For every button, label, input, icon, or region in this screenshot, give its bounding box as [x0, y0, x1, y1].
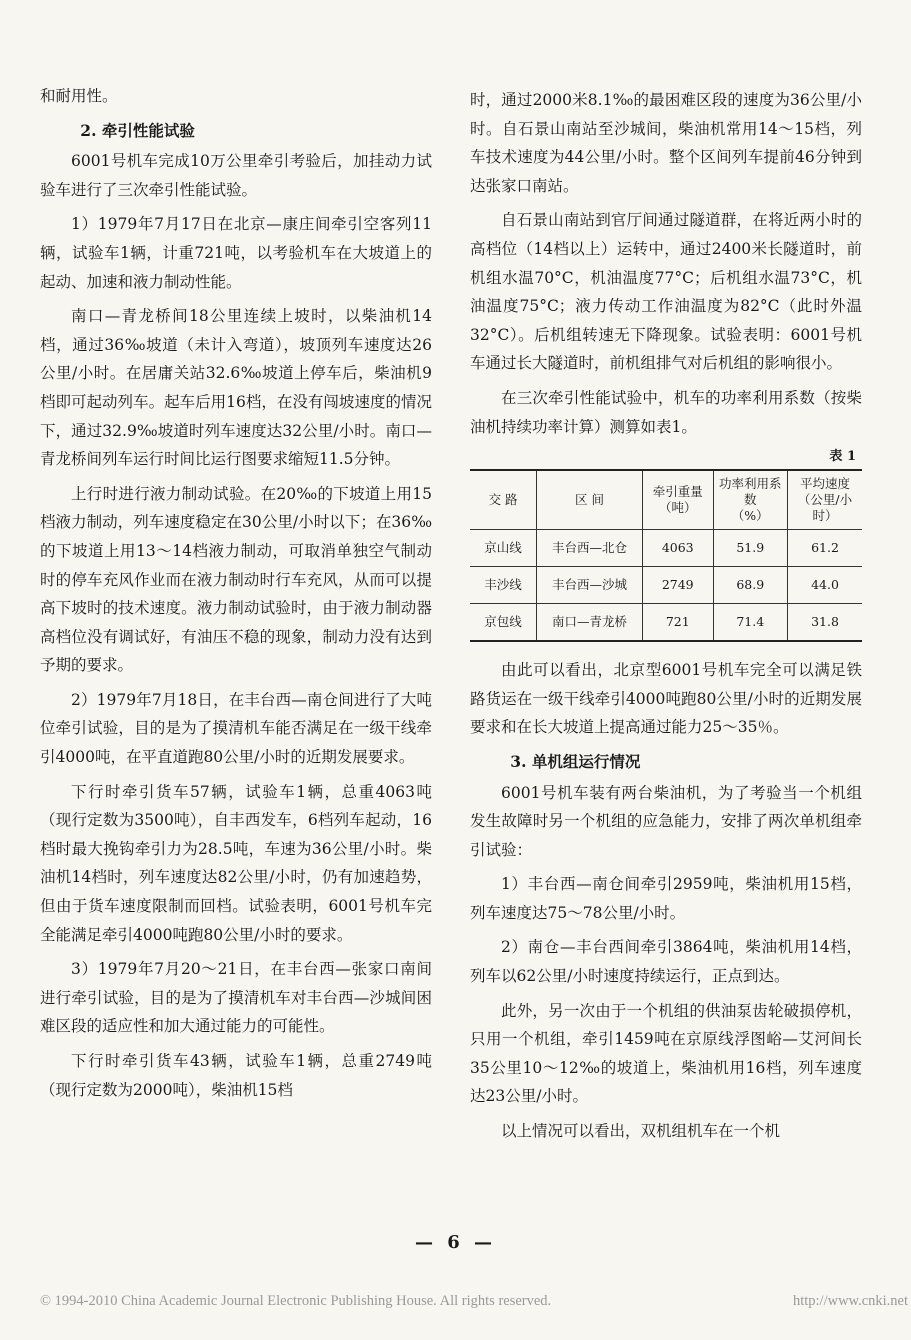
page-number: — 6 —: [414, 1232, 497, 1253]
section-heading: 3. 单机组运行情况: [510, 751, 641, 771]
paragraph: 6001号机车装有两台柴油机，为了考验当一个机组发生故障时另一个机组的应急能力，安排了两次单机组牵引试验：: [470, 783, 862, 859]
table-cell: 丰沙线: [470, 567, 537, 604]
paragraph: 时，通过2000米8.1‰的最困难区段的速度为36公里/小时。自石景山南站至沙城间，柴油机常用14～15档，列车技术速度为44公里/小时。整个区间列车提前46分钟到达张家口南站。: [470, 91, 862, 195]
table-caption: 表 1: [829, 449, 856, 465]
copyright-footer: [40, 1288, 908, 1314]
column-header: 平均速度 （公里/小时）: [787, 470, 862, 530]
column-header: 区 间: [537, 470, 643, 530]
left-column: [40, 82, 432, 1110]
paragraph: 下行时牵引货车57辆，试验车1辆，总重4063吨（现行定数为3500吨），自丰西发车，6档列车起动，16档时最大挽钩牵引力为28.5吨，车速为36公里/小时。柴油机14档时，列车速度达82公里/小时，仍有加速趋势，但由于货车速度限制而回档。试验表明，6001号机车完全能满足牵引4000吨跑80公里/小时的要求。: [40, 782, 432, 944]
paragraph: 上行时进行液力制动试验。在20‰的下坡道上用15档液力制动，列车速度稳定在30公里/小时以下；在36‰的下坡道上用13～14档液力制动，可取消单独空气制动时的停车充风作业而在液力制动时行车充风，从而可以提高下坡时的技术速度。液力制动试验时，由于液力制动器高档位没有调试好，有油压不稳的现象，制动力没有达到予期的要求。: [40, 484, 432, 675]
section-heading: 2. 牵引性能试验: [80, 120, 195, 140]
paragraph: 6001号机车完成10万公里牵引考验后，加挂动力试验车进行了三次牵引性能试验。: [40, 152, 432, 199]
table-cell: 京山线: [470, 530, 537, 567]
paragraph: 2）南仓—丰台西间牵引3864吨，柴油机用14档，列车以62公里/小时速度持续运行，正点到达。: [470, 938, 862, 986]
footer-url-link[interactable]: http://www.cnki.net: [792, 1293, 908, 1309]
paragraph: 南口—青龙桥间18公里连续上坡时，以柴油机14档，通过36‰坡道（未计入弯道），坡顶列车速度达26公里/小时。在居庸关站32.6‰坡道上停车后，柴油机9档即可起动列车。起车后用16档，在没有闯坡速度的情况下，通过32.9‰坡道时列车速度达32公里/小时。南口—青龙桥间列车运行时间比运行图要求缩短11.5分钟。: [40, 307, 432, 469]
power-utilization-table: [470, 469, 862, 642]
table-cell: 2749: [642, 567, 713, 604]
table-cell: 丰台西—北仓: [537, 530, 643, 567]
paragraph: 下行时牵引货车43辆，试验车1辆，总重2749吨（现行定数为2000吨），柴油机15档: [40, 1052, 432, 1099]
paragraph: 1）丰台西—南仓间牵引2959吨，柴油机用15档，列车速度达75～78公里/小时。: [470, 875, 862, 922]
table-cell: 68.9: [713, 567, 787, 604]
column-header: 交 路: [470, 470, 537, 530]
paragraph: 在三次牵引性能试验中，机车的功率利用系数（按柴油机持续功率计算）测算如表1。: [470, 388, 862, 436]
table-cell: 31.8: [787, 604, 862, 642]
paragraph: 3）1979年7月20～21日，在丰台西—张家口南间进行牵引试验，目的是为了摸清机车对丰台西—沙城间困难区段的适应性和加大通过能力的可能性。: [40, 960, 432, 1036]
table-cell: 71.4: [713, 604, 787, 642]
column-header: 功率利用系 数 （%）: [713, 470, 787, 530]
paragraph: 以上情况可以看出，双机组机车在一个机: [501, 1122, 781, 1141]
copyright-text: © 1994-2010 China Academic Journal Electronic Publishing House. All rights reserved.: [40, 1293, 552, 1309]
table-cell: 61.2: [787, 530, 862, 567]
paragraph: 和耐用性。: [40, 87, 118, 105]
paragraph: 此外，另一次由于一个机组的供油泵齿轮破损停机，只用一个机组，牵引1459吨在京原线浮图峪—艾河间长35公里10～12‰的坡道上，柴油机用16档，列车速度达23公里/小时。: [470, 1001, 862, 1106]
table-cell: 丰台西—沙城: [537, 567, 643, 604]
column-header: 牵引重量 （吨）: [642, 470, 713, 530]
paragraph: 由此可以看出，北京型6001号机车完全可以满足铁路货运在一级干线牵引4000吨跑80公里/小时的近期发展要求和在长大坡道上提高通过能力25～35％。: [470, 661, 862, 737]
table-cell: 南口—青龙桥: [537, 604, 643, 642]
right-column: [470, 86, 862, 1152]
table-cell: 京包线: [470, 604, 537, 642]
paragraph: 自石景山南站到官厅间通过隧道群，在将近两小时的高档位（14档以上）运转中，通过2400米长隧道时，前机组水温70°C，机油温度77°C；后机组水温73°C，机油温度75°C；液力传动工作油温度为82°C（此时外温32°C）。后机组转速无下降现象。试验表明：6001号机车通过长大隧道时，前机组排气对后机组的影响很小。: [470, 211, 862, 373]
table-cell: 4063: [642, 530, 713, 567]
table-row: [470, 530, 862, 567]
table-cell: 721: [642, 604, 713, 642]
paragraph: 1）1979年7月17日在北京—康庄间牵引空客列11辆，试验车1辆，计重721吨，以考验机车在大坡道上的起动、加速和液力制动性能。: [40, 215, 432, 291]
paragraph: 2）1979年7月18日，在丰台西—南仓间进行了大吨位牵引试验，目的是为了摸清机车能否满足在一级干线牵引4000吨，在平直道跑80公里/小时的近期发展要求。: [40, 690, 432, 767]
table-header-row: [470, 470, 862, 530]
table-row: [470, 604, 862, 642]
table-cell: 51.9: [713, 530, 787, 567]
table-cell: 44.0: [787, 567, 862, 604]
table-row: [470, 567, 862, 604]
